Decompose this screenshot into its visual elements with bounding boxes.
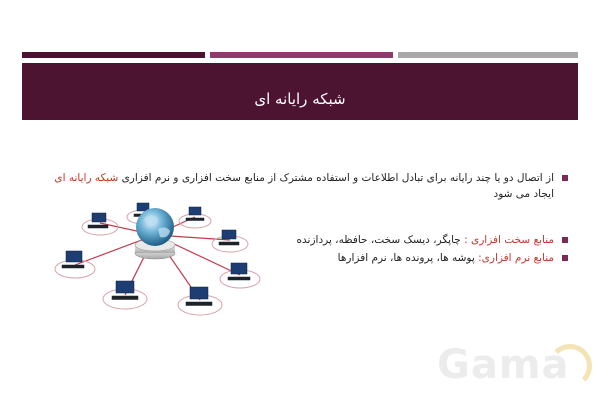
bullet-text: ایجاد می شود [493, 188, 554, 200]
accent-bar-gray [398, 52, 578, 58]
highlight-term: منابع سخت افزاری : [464, 234, 554, 246]
highlight-term: منابع نرم افزاری: [478, 252, 554, 264]
bullet-text: از اتصال دو یا چند رایانه برای تبادل اطلاعات و استفاده مشترک از منابع سخت افزاری و نرم افزاری [118, 172, 554, 184]
bullet-marker [562, 237, 568, 243]
bullet-text: چاپگر، دیسک سخت، حافظه، پردازنده [296, 234, 465, 246]
bullet-marker [562, 175, 568, 181]
bullet-hardware-resources [284, 232, 568, 248]
bullet-text: پوشه ها، پرونده ها، نرم افزارها [337, 252, 479, 264]
bullet-software-resources [284, 250, 568, 266]
globe-server [135, 208, 175, 259]
slide-title: شبکه رایانه ای [254, 90, 346, 108]
top-accent-bars [22, 52, 578, 58]
watermark-logo: Gama [437, 342, 570, 388]
accent-bar-dark [22, 52, 205, 58]
highlight-term: شبکه رایانه ای [54, 172, 119, 184]
network-illustration [40, 195, 270, 330]
accent-bar-purple [210, 52, 393, 58]
bullet-marker [562, 255, 568, 261]
watermark-swoosh-icon [548, 344, 592, 388]
